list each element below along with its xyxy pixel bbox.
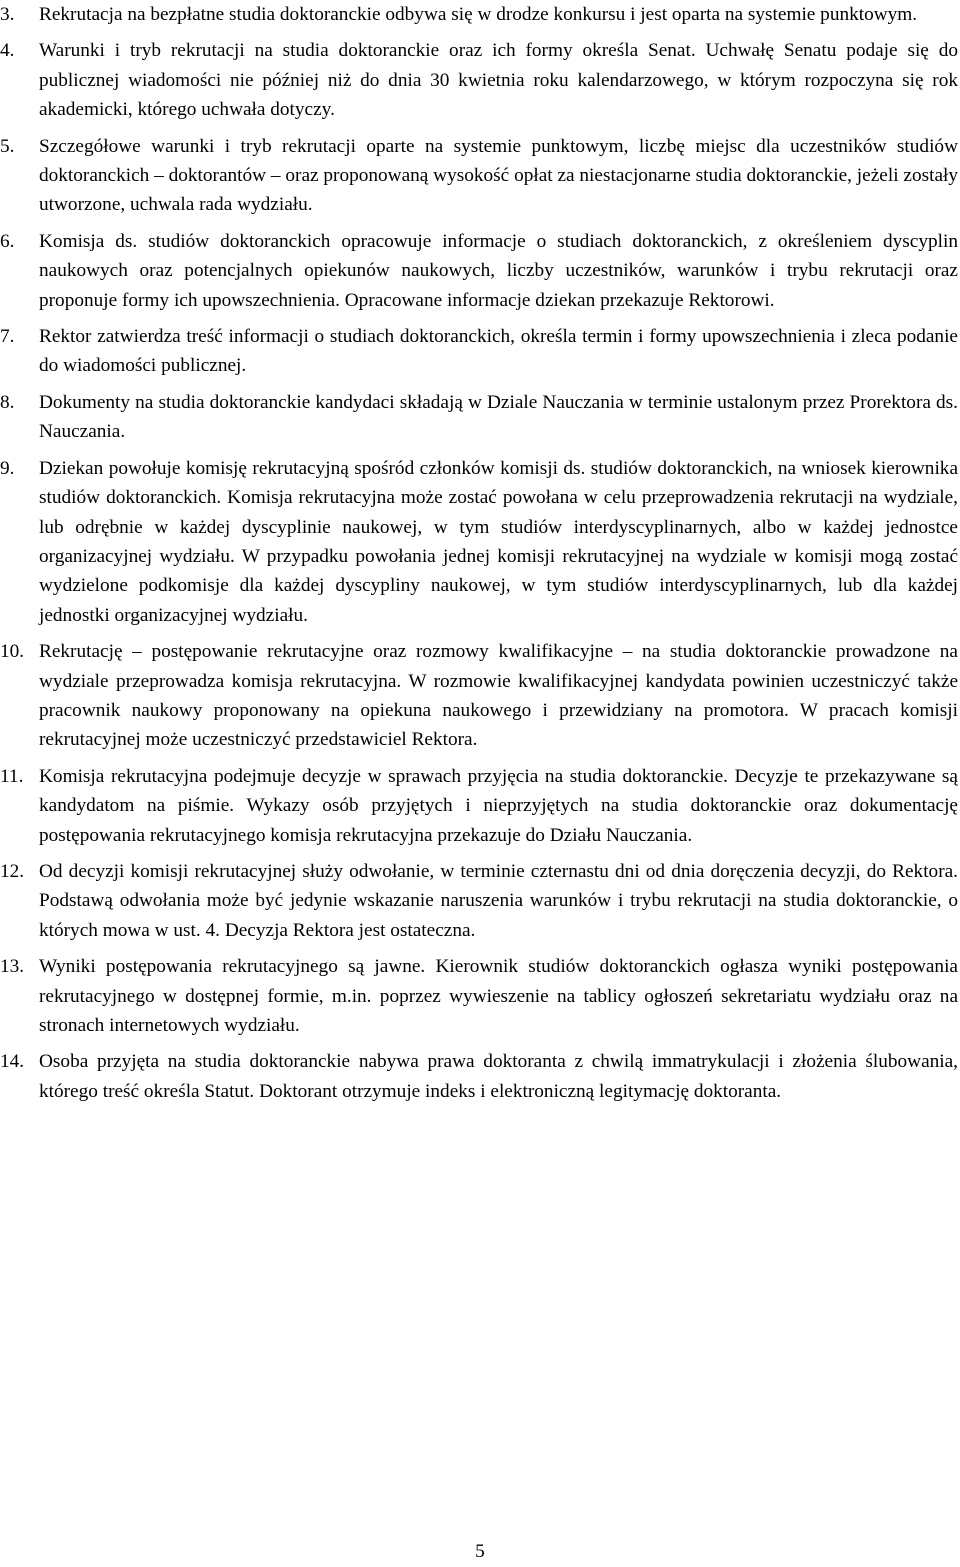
item-number: 11. xyxy=(0,765,24,787)
list-item xyxy=(0,1047,958,1106)
list-item xyxy=(0,227,958,315)
item-number: 5. xyxy=(0,135,15,157)
item-text: Osoba przyjęta na studia doktoranckie nabywa prawa doktoranta z chwilą immatrykulacji i złożenia ślubowania, którego treść określa Statut. Doktorant otrzymuje indeks i elektroniczną legitymację doktoranta. xyxy=(39,1051,958,1102)
item-number: 3. xyxy=(0,4,15,25)
item-text: Wyniki postępowania rekrutacyjnego są jawne. Kierownik studiów doktoranckich ogłasza wyniki postępowania rekrutacyjnego w dostępnej formie, m.in. poprzez wywieszenie na tablicy ogłoszeń sekretariatu wydziału oraz na stronach internetowych wydziału. xyxy=(39,956,958,1036)
item-text: Warunki i tryb rekrutacji na studia doktoranckie oraz ich formy określa Senat. Uchwałę Senatu podaje się do publicznej wiadomości nie później niż do dnia 30 kwietnia roku kalendarzowego, w którym rozpoczyna się rok akademicki, którego uchwała dotyczy. xyxy=(39,40,958,121)
list-item xyxy=(0,0,958,29)
item-text: Komisja ds. studiów doktoranckich opracowuje informacje o studiach doktoranckich, z określeniem dyscyplin naukowych oraz potencjalnych opiekunów naukowych, liczby uczestników, warunków i trybu rekrutacji oraz proponuje formy ich upowszechnienia. Opracowane informacje dziekan przekazuje Rektorowi. xyxy=(39,230,958,311)
list-item xyxy=(0,36,958,124)
item-number: 4. xyxy=(0,40,15,62)
list-item xyxy=(0,857,958,945)
item-text: Szczegółowe warunki i tryb rekrutacji oparte na systemie punktowym, liczbę miejsc dla uczestników studiów doktoranckich – doktorantów – oraz proponowaną wysokość opłat za niestacjonarne studia doktoranckie, jeżeli zostały utworzone, uchwala rada wydziału. xyxy=(39,135,958,216)
item-text: Rekrutację – postępowanie rekrutacyjne oraz rozmowy kwalifikacyjne – na studia doktoranckie prowadzone na wydziale przeprowadza komisja rekrutacyjna. W rozmowie kwalifikacyjnej kandydata powinien uczestniczyć także pracownik naukowy proponowany na opiekuna naukowego i przewidziany na promotora. W pracach komisji rekrutacyjnej może uczestniczyć przedstawiciel Rektora. xyxy=(39,641,958,751)
item-text: Rektor zatwierdza treść informacji o studiach doktoranckich, określa termin i formy upowszechnienia i zleca podanie do wiadomości publicznej. xyxy=(39,326,958,377)
item-text: Dokumenty na studia doktoranckie kandydaci składają w Dziale Nauczania w terminie ustalonym przez Prorektora ds. Nauczania. xyxy=(39,391,958,443)
list-item xyxy=(0,454,958,630)
list-item xyxy=(0,388,958,447)
list-item xyxy=(0,952,958,1040)
item-number: 6. xyxy=(0,230,15,252)
item-text: Dziekan powołuje komisję rekrutacyjną spośród członków komisji ds. studiów doktoranckich, na wniosek kierownika studiów doktoranckich. Komisja rekrutacyjna może zostać powołana w celu przeprowadzenia rekrutacji na wydziale, lub odrębnie w każdej dyscyplinie naukowej, w tym studiów interdyscyplinarnych, albo w każdej jednostce organizacyjnej wydziału. W przypadku powołania jednej komisji rekrutacyjnej na wydziale w komisji mogą zostać wydzielone podkomisje dla każdej dyscypliny naukowej, w tym studiów interdyscyplinarnych, lub dla każdej jednostki organizacyjnej wydziału. xyxy=(39,457,958,626)
item-number: 10. xyxy=(0,641,25,663)
list-item xyxy=(0,637,958,755)
item-text: Rekrutacja na bezpłatne studia doktoranckie odbywa się w drodze konkursu i jest oparta na systemie punktowym. xyxy=(39,4,918,25)
page-number: 5 xyxy=(475,1541,485,1562)
item-number: 14. xyxy=(0,1051,25,1073)
item-text: Od decyzji komisji rekrutacyjnej służy odwołanie, w terminie czternastu dni od dnia doręczenia decyzji, do Rektora. Podstawą odwołania może być jedynie wskazanie naruszenia warunków i trybu rekrutacji na studia doktoranckie, o których mowa w ust. 4. Decyzja Rektora jest ostateczna. xyxy=(39,860,958,941)
list-item xyxy=(0,132,958,220)
item-number: 9. xyxy=(0,457,15,479)
item-text: Komisja rekrutacyjna podejmuje decyzje w sprawach przyjęcia na studia doktoranckie. Decyzje te przekazywane są kandydatom na piśmie. Wykazy osób przyjętych i nieprzyjętych na studia doktoranckie oraz dokumentację postępowania rekrutacyjnego komisja rekrutacyjna przekazuje do Działu Nauczania. xyxy=(39,765,958,846)
item-number: 8. xyxy=(0,391,15,413)
list-item xyxy=(0,762,958,850)
item-number: 13. xyxy=(0,956,25,978)
item-number: 7. xyxy=(0,326,15,348)
item-number: 12. xyxy=(0,860,25,882)
list-item xyxy=(0,322,958,381)
